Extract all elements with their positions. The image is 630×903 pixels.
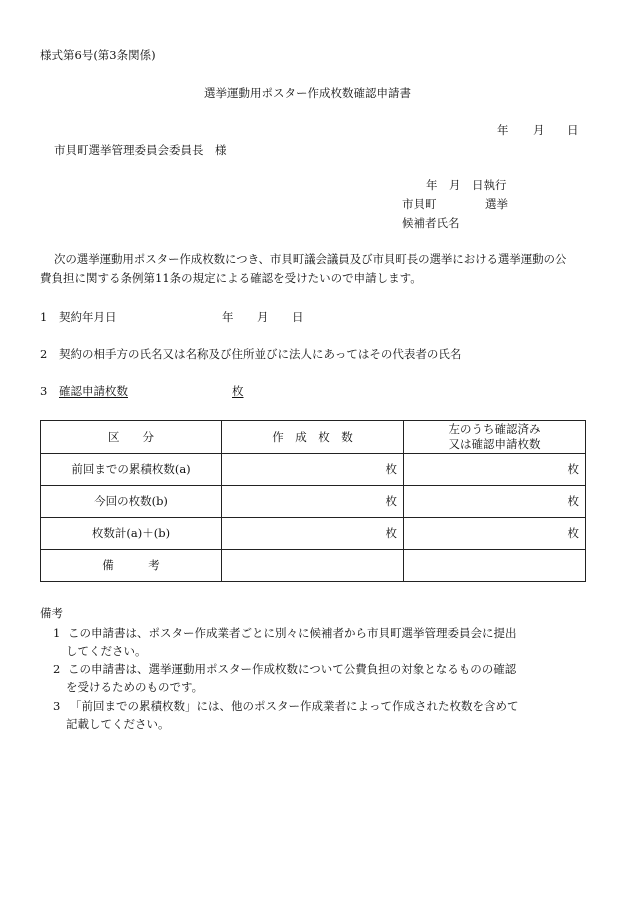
- table-row: [41, 518, 586, 550]
- item-1-month: 月: [257, 310, 269, 324]
- created-count-cell: 枚: [222, 454, 404, 486]
- item-3-label: 確認申請枚数: [59, 384, 128, 398]
- table-header-row: [41, 421, 586, 454]
- note-3-number: 3: [53, 699, 61, 713]
- confirmed-count-cell: 枚: [404, 518, 586, 550]
- table-row-remarks: [41, 550, 586, 582]
- document-title: 選挙運動用ポスター作成枚数確認申請書: [204, 86, 411, 100]
- body-line-1: 次の選挙運動用ポスター作成枚数につき、市貝町議会議員及び市貝町長の選挙における選挙運動の公: [54, 252, 567, 266]
- created-count-cell: [222, 550, 404, 582]
- header-category: 区 分: [41, 421, 222, 454]
- date-year: 年: [497, 123, 509, 137]
- item-2-number: 2: [40, 347, 48, 361]
- header-confirmed-line-2: 又は確認申請枚数: [448, 437, 541, 451]
- item-3-underline-field: [59, 386, 245, 398]
- row-label: 備 考: [41, 550, 222, 582]
- note-1-number: 1: [53, 626, 61, 640]
- row-label: 今回の枚数(b): [41, 486, 222, 518]
- note-3-line-2: 記載してください。: [66, 717, 170, 731]
- row-label: 枚数計(a)＋(b): [41, 518, 222, 550]
- election-town: 市貝町: [402, 197, 437, 211]
- candidate-name-label: 候補者氏名: [402, 216, 460, 230]
- note-2-line-1: この申請書は、選挙運動用ポスター作成枚数について公費負担の対象となるものの確認: [68, 662, 517, 676]
- item-3-number: 3: [40, 384, 48, 398]
- header-confirmed-count: [404, 421, 586, 454]
- confirmed-count-cell: 枚: [404, 454, 586, 486]
- confirmed-count-cell: 枚: [404, 486, 586, 518]
- item-1-year: 年: [222, 310, 234, 324]
- header-confirmed-line-1: 左のうち確認済み: [448, 422, 541, 437]
- created-count-cell: 枚: [222, 486, 404, 518]
- body-line-2: 費負担に関する条例第11条の規定による確認を受けたいので申請します。: [40, 271, 422, 285]
- item-1-number: 1: [40, 310, 48, 324]
- count-table: [40, 420, 586, 582]
- item-2-label: 契約の相手方の氏名又は名称及び住所並びに法人にあってはその代表者の氏名: [59, 347, 462, 361]
- date-day: 日: [567, 123, 579, 137]
- date-month: 月: [533, 123, 545, 137]
- execution-date: 年 月 日執行: [426, 178, 507, 192]
- note-2-line-2: を受けるためのものです。: [66, 680, 204, 694]
- notes-heading: 備考: [40, 606, 63, 620]
- form-number: 様式第6号(第3条関係): [40, 48, 156, 62]
- header-created-count: 作 成 枚 数: [222, 421, 404, 454]
- row-label: 前回までの累積枚数(a): [41, 454, 222, 486]
- note-3-line-1: 「前回までの累積枚数」には、他のポスター作成業者によって作成された枚数を含めて: [70, 699, 519, 713]
- addressee: 市貝町選挙管理委員会委員長 様: [54, 143, 227, 157]
- note-1-line-2: してください。: [66, 644, 147, 658]
- created-count-cell: 枚: [222, 518, 404, 550]
- item-1-label: 契約年月日: [59, 310, 117, 324]
- item-1-day: 日: [292, 310, 304, 324]
- confirmed-count-cell: [404, 550, 586, 582]
- note-1-line-1: この申請書は、ポスター作成業者ごとに別々に候補者から市貝町選挙管理委員会に提出: [68, 626, 517, 640]
- table-row: [41, 454, 586, 486]
- table-row: [41, 486, 586, 518]
- note-2-number: 2: [53, 662, 61, 676]
- item-3-unit: 枚: [232, 384, 244, 398]
- election-label: 選挙: [485, 197, 508, 211]
